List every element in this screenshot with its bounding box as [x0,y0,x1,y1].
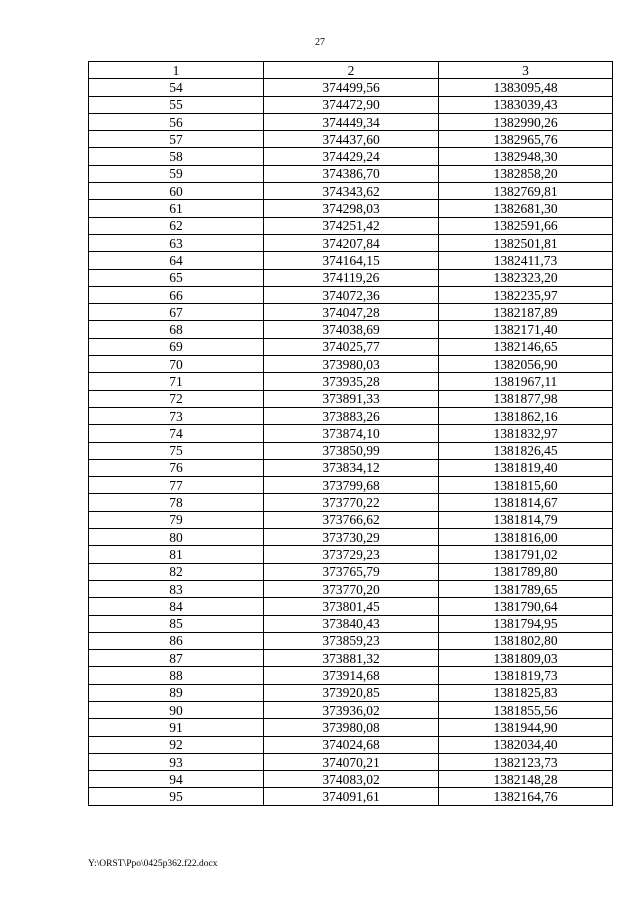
x-coordinate-cell: 373770,22 [264,494,439,511]
x-coordinate-cell: 373883,26 [264,407,439,424]
point-number-cell: 70 [89,356,264,373]
table-row [89,338,613,355]
x-coordinate-cell: 374038,69 [264,321,439,338]
table-row [89,477,613,494]
table-row [89,598,613,615]
point-number-cell: 86 [89,632,264,649]
table-row [89,165,613,182]
x-coordinate-cell: 374091,61 [264,788,439,805]
x-coordinate-cell: 374164,15 [264,252,439,269]
point-number-cell: 90 [89,701,264,718]
point-number-cell: 68 [89,321,264,338]
point-number-cell: 54 [89,79,264,96]
point-number-cell: 82 [89,563,264,580]
x-coordinate-cell: 374429,24 [264,148,439,165]
table-row [89,373,613,390]
y-coordinate-cell: 1381877,98 [439,390,613,407]
point-number-cell: 83 [89,580,264,597]
y-coordinate-cell: 1383095,48 [439,79,613,96]
y-coordinate-cell: 1382148,28 [439,771,613,788]
y-coordinate-cell: 1382948,30 [439,148,613,165]
y-coordinate-cell: 1381832,97 [439,425,613,442]
y-coordinate-cell: 1382034,40 [439,736,613,753]
point-number-cell: 55 [89,96,264,113]
y-coordinate-cell: 1381789,80 [439,563,613,580]
x-coordinate-cell: 374025,77 [264,338,439,355]
table-row [89,217,613,234]
table-row [89,321,613,338]
y-coordinate-cell: 1382056,90 [439,356,613,373]
y-coordinate-cell: 1382591,66 [439,217,613,234]
x-coordinate-cell: 374119,26 [264,269,439,286]
x-coordinate-cell: 374083,02 [264,771,439,788]
y-coordinate-cell: 1382501,81 [439,234,613,251]
x-coordinate-cell: 373881,32 [264,650,439,667]
x-coordinate-cell: 373730,29 [264,529,439,546]
x-coordinate-cell: 374472,90 [264,96,439,113]
point-number-cell: 81 [89,546,264,563]
y-coordinate-cell: 1381825,83 [439,684,613,701]
y-coordinate-cell: 1381826,45 [439,442,613,459]
y-coordinate-cell: 1382171,40 [439,321,613,338]
x-coordinate-cell: 373729,23 [264,546,439,563]
x-coordinate-cell: 374047,28 [264,304,439,321]
point-number-cell: 64 [89,252,264,269]
table-row [89,234,613,251]
y-coordinate-cell: 1381944,90 [439,719,613,736]
x-coordinate-cell: 373799,68 [264,477,439,494]
y-coordinate-cell: 1381791,02 [439,546,613,563]
table-row [89,650,613,667]
table-body [89,79,613,805]
x-coordinate-cell: 373834,12 [264,459,439,476]
coordinates-table [88,61,613,806]
y-coordinate-cell: 1381819,40 [439,459,613,476]
point-number-cell: 59 [89,165,264,182]
y-coordinate-cell: 1382146,65 [439,338,613,355]
point-number-cell: 73 [89,407,264,424]
point-number-cell: 93 [89,753,264,770]
y-coordinate-cell: 1382411,73 [439,252,613,269]
point-number-cell: 91 [89,719,264,736]
point-number-cell: 69 [89,338,264,355]
point-number-cell: 79 [89,511,264,528]
table-row [89,788,613,805]
x-coordinate-cell: 374499,56 [264,79,439,96]
table-row [89,615,613,632]
table-row [89,96,613,113]
point-number-cell: 67 [89,304,264,321]
point-number-cell: 75 [89,442,264,459]
x-coordinate-cell: 374437,60 [264,131,439,148]
column-header-3: 3 [439,62,613,79]
table-row [89,390,613,407]
table-row [89,252,613,269]
y-coordinate-cell: 1382323,20 [439,269,613,286]
y-coordinate-cell: 1381814,67 [439,494,613,511]
x-coordinate-cell: 373801,45 [264,598,439,615]
x-coordinate-cell: 373766,62 [264,511,439,528]
table-row [89,684,613,701]
y-coordinate-cell: 1382769,81 [439,183,613,200]
x-coordinate-cell: 374386,70 [264,165,439,182]
table-row [89,442,613,459]
table-row [89,771,613,788]
point-number-cell: 88 [89,667,264,684]
column-header-2: 2 [264,62,439,79]
table-row [89,494,613,511]
point-number-cell: 65 [89,269,264,286]
point-number-cell: 89 [89,684,264,701]
table-row [89,286,613,303]
table-header [89,62,613,79]
table-row [89,580,613,597]
x-coordinate-cell: 373891,33 [264,390,439,407]
table-row [89,701,613,718]
point-number-cell: 94 [89,771,264,788]
y-coordinate-cell: 1381819,73 [439,667,613,684]
y-coordinate-cell: 1383039,43 [439,96,613,113]
point-number-cell: 74 [89,425,264,442]
x-coordinate-cell: 374072,36 [264,286,439,303]
point-number-cell: 76 [89,459,264,476]
table-row [89,79,613,96]
table-row [89,563,613,580]
point-number-cell: 56 [89,113,264,130]
table-row [89,529,613,546]
table-row [89,269,613,286]
y-coordinate-cell: 1382858,20 [439,165,613,182]
point-number-cell: 95 [89,788,264,805]
x-coordinate-cell: 373859,23 [264,632,439,649]
table-row [89,131,613,148]
y-coordinate-cell: 1382965,76 [439,131,613,148]
point-number-cell: 92 [89,736,264,753]
x-coordinate-cell: 374343,62 [264,183,439,200]
y-coordinate-cell: 1382235,97 [439,286,613,303]
table-row [89,459,613,476]
point-number-cell: 85 [89,615,264,632]
table-row [89,304,613,321]
table-row [89,546,613,563]
x-coordinate-cell: 373914,68 [264,667,439,684]
point-number-cell: 61 [89,200,264,217]
page-number: 27 [315,37,325,48]
y-coordinate-cell: 1381802,80 [439,632,613,649]
footer-file-path: Y:\ORST\Ppo\0425p362.f22.docx [88,859,218,869]
point-number-cell: 84 [89,598,264,615]
y-coordinate-cell: 1381814,79 [439,511,613,528]
y-coordinate-cell: 1382681,30 [439,200,613,217]
y-coordinate-cell: 1381967,11 [439,373,613,390]
table-row [89,425,613,442]
x-coordinate-cell: 373840,43 [264,615,439,632]
point-number-cell: 58 [89,148,264,165]
table-row [89,667,613,684]
x-coordinate-cell: 374207,84 [264,234,439,251]
x-coordinate-cell: 373850,99 [264,442,439,459]
table-row [89,148,613,165]
table-row [89,719,613,736]
table-row [89,632,613,649]
table-row [89,736,613,753]
x-coordinate-cell: 374449,34 [264,113,439,130]
y-coordinate-cell: 1382164,76 [439,788,613,805]
table-row [89,183,613,200]
y-coordinate-cell: 1381855,56 [439,701,613,718]
y-coordinate-cell: 1381789,65 [439,580,613,597]
x-coordinate-cell: 373874,10 [264,425,439,442]
point-number-cell: 77 [89,477,264,494]
header-row [89,62,613,79]
x-coordinate-cell: 374251,42 [264,217,439,234]
point-number-cell: 62 [89,217,264,234]
x-coordinate-cell: 374070,21 [264,753,439,770]
table-row [89,356,613,373]
x-coordinate-cell: 373935,28 [264,373,439,390]
point-number-cell: 63 [89,234,264,251]
point-number-cell: 57 [89,131,264,148]
table-row [89,511,613,528]
point-number-cell: 60 [89,183,264,200]
y-coordinate-cell: 1381809,03 [439,650,613,667]
table-row [89,200,613,217]
x-coordinate-cell: 373980,03 [264,356,439,373]
y-coordinate-cell: 1381862,16 [439,407,613,424]
point-number-cell: 71 [89,373,264,390]
x-coordinate-cell: 373980,08 [264,719,439,736]
table-row [89,407,613,424]
column-header-1: 1 [89,62,264,79]
x-coordinate-cell: 373936,02 [264,701,439,718]
point-number-cell: 66 [89,286,264,303]
y-coordinate-cell: 1382990,26 [439,113,613,130]
x-coordinate-cell: 374024,68 [264,736,439,753]
y-coordinate-cell: 1381816,00 [439,529,613,546]
x-coordinate-cell: 373765,79 [264,563,439,580]
point-number-cell: 72 [89,390,264,407]
y-coordinate-cell: 1381790,64 [439,598,613,615]
table-row [89,753,613,770]
y-coordinate-cell: 1381794,95 [439,615,613,632]
x-coordinate-cell: 373920,85 [264,684,439,701]
table-row [89,113,613,130]
x-coordinate-cell: 373770,20 [264,580,439,597]
point-number-cell: 78 [89,494,264,511]
point-number-cell: 80 [89,529,264,546]
x-coordinate-cell: 374298,03 [264,200,439,217]
y-coordinate-cell: 1381815,60 [439,477,613,494]
y-coordinate-cell: 1382123,73 [439,753,613,770]
y-coordinate-cell: 1382187,89 [439,304,613,321]
point-number-cell: 87 [89,650,264,667]
